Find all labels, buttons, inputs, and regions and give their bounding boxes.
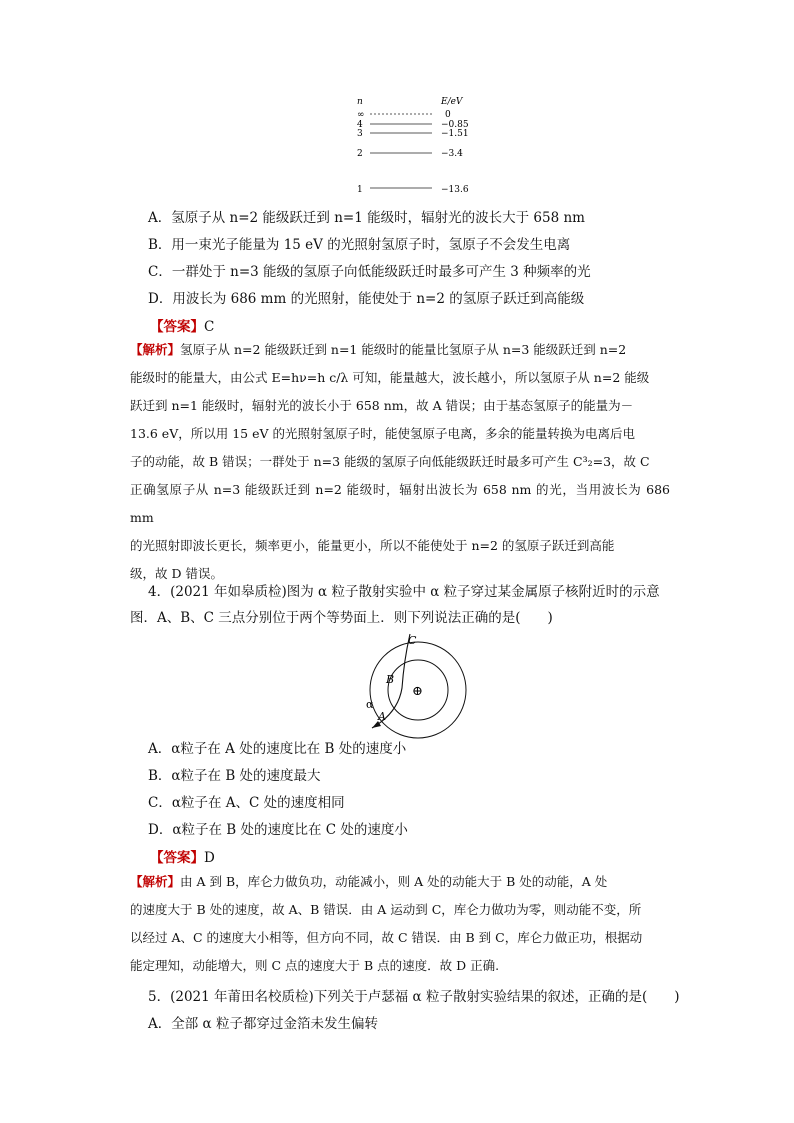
analysis-tag: 【解析】 — [130, 342, 181, 357]
analysis-line: 级，故 D 错误。 — [130, 566, 223, 581]
q3-analysis — [130, 336, 670, 588]
q5-option-a: A．全部 α 粒子都穿过金箔未发生偏转 — [148, 1016, 378, 1032]
q3-answer — [150, 315, 214, 335]
q4-answer — [150, 846, 215, 866]
n-axis-label: n — [357, 97, 363, 107]
analysis-line: 的速度大于 B 处的速度，故 A、B 错误．由 A 运动到 C，库仑力做功为零，则动能不变，所 — [130, 902, 642, 917]
analysis-line: 【解析】由 A 到 B，库仑力做负功，动能减小，则 A 处的动能大于 B 处的动能，A 处 — [130, 874, 608, 889]
q3-option-d: D．用波长为 686 mm 的光照射，能使处于 n=2 的氢原子跃迁到高能级 — [148, 291, 585, 307]
q4-stem-line-2: 图．A、B、C 三点分别位于两个等势面上．则下列说法正确的是( ) — [130, 610, 553, 626]
analysis-line: 能级时的能量大，由公式 E=hν=h c/λ 可知，能量越大，波长越小，所以氢原子从 n=2 能级 — [130, 370, 650, 385]
q3-option-a: A．氢原子从 n=2 能级跃迁到 n=1 能级时，辐射光的波长大于 658 nm — [148, 210, 585, 226]
analysis-line: 跃迁到 n=1 能级时，辐射光的波长小于 658 nm，故 A 错误；由于基态氢原子的能量为－ — [130, 398, 634, 413]
alpha-label: α — [366, 698, 374, 711]
q3-option-c: C．一群处于 n=3 能级的氢原子向低能级跃迁时最多可产生 3 种频率的光 — [148, 264, 591, 280]
level-label-inf: ∞ — [357, 110, 365, 120]
q4-answer-value: D — [204, 850, 215, 866]
level-energy-1: −13.6 — [441, 185, 469, 195]
level-label-4: 4 — [357, 120, 363, 130]
q4-option-a: A．α粒子在 A 处的速度比在 B 处的速度小 — [148, 741, 407, 757]
level-label-2: 2 — [357, 149, 363, 159]
q5-stem: 5．(2021 年莆田名校质检)下列关于卢瑟福 α 粒子散射实验结果的叙述，正确的是( ) — [148, 989, 680, 1005]
nucleus-symbol: ⊕ — [412, 684, 423, 699]
level-energy-3: −1.51 — [441, 129, 469, 139]
q4-option-d: D．α粒子在 B 处的速度比在 C 处的速度小 — [148, 822, 408, 838]
q3-option-b: B．用一束光子能量为 15 eV 的光照射氢原子时，氢原子不会发生电离 — [148, 237, 571, 253]
alpha-scattering-figure — [350, 628, 490, 743]
analysis-tag: 【解析】 — [130, 874, 181, 889]
level-energy-4: −0.85 — [441, 120, 469, 130]
analysis-line: 正确氢原子从 n=3 能级跃迁到 n=2 能级时，辐射出波长为 658 nm 的光，当用波长为 686 mm — [130, 482, 670, 525]
answer-tag: 【答案】 — [150, 319, 204, 335]
answer-tag: 【答案】 — [150, 850, 204, 866]
point-b-label: B — [386, 673, 395, 686]
analysis-line: 【解析】氢原子从 n=2 能级跃迁到 n=1 能级时的能量比氢原子从 n=3 能级跃迁到 n=2 — [130, 342, 627, 357]
level-energy-inf: 0 — [445, 110, 451, 120]
q3-answer-value: C — [204, 319, 215, 335]
q4-option-c: C．α粒子在 A、C 处的速度相同 — [148, 795, 345, 811]
analysis-line: 以经过 A、C 的速度大小相等，但方向不同，故 C 错误．由 B 到 C，库仑力做正功，根据动 — [130, 930, 643, 945]
analysis-line: 的光照射即波长更长，频率更小，能量更小，所以不能使处于 n=2 的氢原子跃迁到高能 — [130, 538, 615, 553]
level-label-3: 3 — [357, 129, 363, 139]
analysis-line: 子的动能，故 B 错误；一群处于 n=3 能级的氢原子向低能级跃迁时最多可产生 C³₂=3，故 C — [130, 454, 650, 469]
q4-stem-line-1: 4．(2021 年如皋质检)图为 α 粒子散射实验中 α 粒子穿过某金属原子核附近时的示意 — [148, 584, 660, 600]
point-a-label: A — [378, 710, 386, 723]
q4-analysis — [130, 868, 670, 980]
level-label-1: 1 — [357, 185, 363, 195]
analysis-line: 13.6 eV，所以用 15 eV 的光照射氢原子时，能使氢原子电离，多余的能量转换为电离后电 — [130, 426, 635, 441]
energy-axis-label: E/eV — [441, 97, 463, 107]
analysis-line: 能定理知，动能增大，则 C 点的速度大于 B 点的速度．故 D 正确. — [130, 958, 500, 973]
q4-option-b: B．α粒子在 B 处的速度最大 — [148, 768, 321, 784]
level-energy-2: −3.4 — [441, 149, 463, 159]
point-c-label: C — [408, 634, 417, 647]
